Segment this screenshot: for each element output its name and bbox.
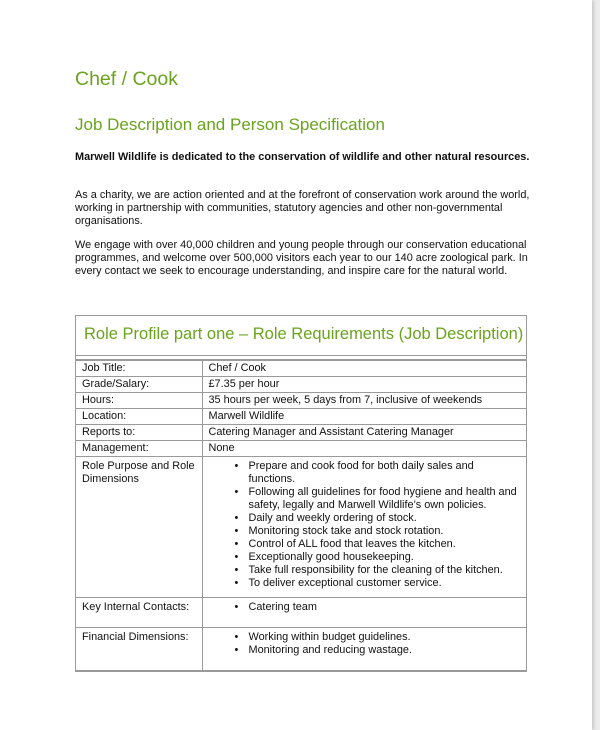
- page-title: Chef / Cook: [75, 68, 178, 90]
- row-value: £7.35 per hour: [202, 377, 526, 393]
- role-purpose-list: [209, 460, 523, 590]
- table-row: [76, 393, 526, 409]
- table-row: [76, 409, 526, 425]
- row-label: Key Internal Contacts:: [76, 598, 202, 628]
- row-label: Job Title:: [76, 361, 202, 377]
- bullet-icon: •: [234, 644, 239, 656]
- row-label: Grade/Salary:: [76, 377, 202, 393]
- row-value: Chef / Cook: [202, 361, 526, 377]
- table-row-internal-contacts: [76, 598, 526, 628]
- row-label: Reports to:: [76, 425, 202, 441]
- page-subtitle: Job Description and Person Specification: [75, 115, 385, 134]
- list-item: • Daily and weekly ordering of stock.: [234, 512, 417, 524]
- list-item: • Prepare and cook food for both daily sales and functions.: [234, 460, 474, 485]
- list-item: • Working within budget guidelines.: [234, 631, 411, 643]
- role-profile-heading: Role Profile part one – Role Requirements (Job Description): [76, 316, 526, 356]
- role-profile-table: [75, 315, 527, 672]
- bullet-icon: •: [234, 601, 239, 613]
- bullet-icon: •: [234, 460, 239, 472]
- contacts-list: [209, 601, 523, 614]
- row-label: Hours:: [76, 393, 202, 409]
- list-item: • Monitoring and reducing wastage.: [234, 644, 412, 656]
- financial-list: [209, 631, 523, 657]
- bullet-icon: •: [234, 564, 239, 576]
- bullet-icon: •: [234, 577, 239, 589]
- row-label: Management:: [76, 441, 202, 457]
- intro-statement: Marwell Wildlife is dedicated to the conservation of wildlife and other natural resources.: [75, 151, 530, 163]
- list-item: • Control of ALL food that leaves the kitchen.: [234, 538, 456, 550]
- bullet-icon: •: [234, 551, 239, 563]
- row-value: [202, 457, 526, 598]
- list-item: • Take full responsibility for the cleaning of the kitchen.: [234, 564, 503, 576]
- table-row-role-purpose: [76, 457, 526, 598]
- bullet-icon: •: [234, 486, 239, 498]
- row-value: [202, 628, 526, 671]
- table-row-financial-dimensions: [76, 628, 526, 671]
- bullet-icon: •: [234, 512, 239, 524]
- row-label: Location:: [76, 409, 202, 425]
- row-value: [202, 598, 526, 628]
- role-details-table: [76, 360, 526, 671]
- list-item: • Exceptionally good housekeeping.: [234, 551, 414, 563]
- table-row: [76, 361, 526, 377]
- bullet-icon: •: [234, 538, 239, 550]
- table-row: [76, 377, 526, 393]
- bullet-icon: •: [234, 631, 239, 643]
- list-item: • Following all guidelines for food hygiene and health and safety, legally and Marwell Wildlife’s own policies.: [234, 486, 517, 511]
- bullet-icon: •: [234, 525, 239, 537]
- table-row: [76, 425, 526, 441]
- list-item: • Monitoring stock take and stock rotation.: [234, 525, 444, 537]
- list-item: • To deliver exceptional customer service.: [234, 577, 442, 589]
- row-label: Financial Dimensions:: [76, 628, 202, 671]
- row-value: None: [202, 441, 526, 457]
- row-value: Catering Manager and Assistant Catering Manager: [202, 425, 526, 441]
- intro-paragraph-engagement: We engage with over 40,000 children and young people through our conservation educational programmes, and welcome over 500,000 visitors each year to our 140 acre zoological park. In every contact we seek to encourage understanding, and inspire care for the natural world.: [75, 239, 528, 277]
- row-value: 35 hours per week, 5 days from 7, inclusive of weekends: [202, 393, 526, 409]
- list-item: • Catering team: [234, 601, 317, 613]
- intro-paragraph-charity: As a charity, we are action oriented and at the forefront of conservation work around the world, working in partnership with communities, statutory agencies and other non-governmental organisations.: [75, 189, 530, 227]
- row-value: Marwell Wildlife: [202, 409, 526, 425]
- table-row: [76, 441, 526, 457]
- row-label: Role Purpose and Role Dimensions: [76, 457, 202, 598]
